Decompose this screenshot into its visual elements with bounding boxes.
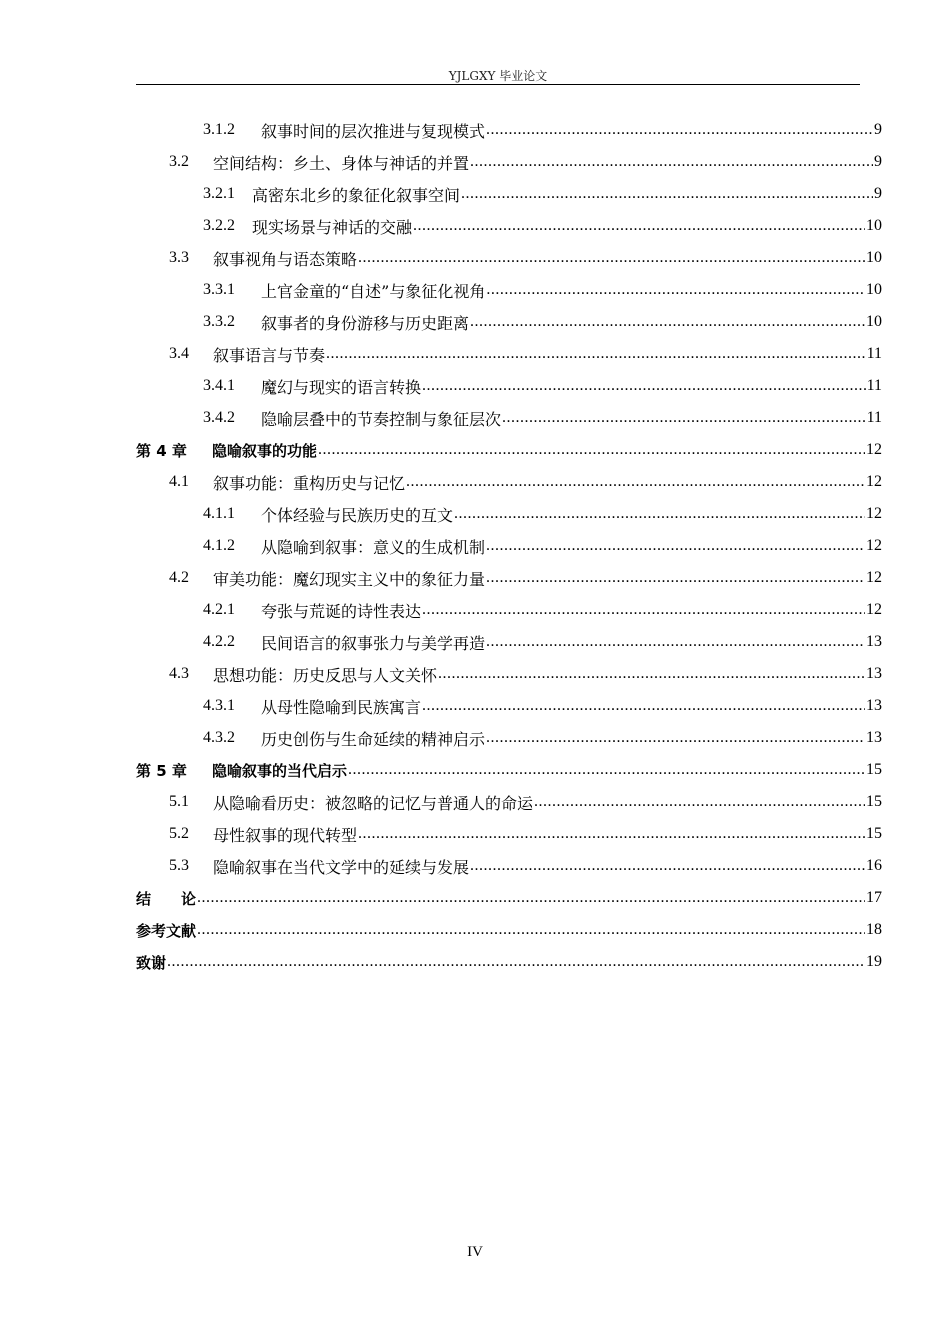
toc-entry-page: 10 <box>866 313 882 330</box>
toc-entry-page: 18 <box>866 921 882 938</box>
header-rule <box>136 84 860 85</box>
toc-entry-title: 民间语言的叙事张力与美学再造 <box>261 633 486 653</box>
toc-entry[interactable] <box>203 210 882 242</box>
toc-entry-number: 4.3.1 <box>203 697 235 714</box>
toc-entry[interactable] <box>203 690 882 722</box>
toc-entry-page: 9 <box>874 121 882 138</box>
toc-entry[interactable] <box>169 466 882 498</box>
toc-leader-dots <box>422 594 865 626</box>
toc-entry-page: 15 <box>866 761 882 778</box>
toc-entry-title: 参考文献 <box>136 921 197 940</box>
toc-leader-dots <box>486 114 873 146</box>
toc-entry-number: 4.2.2 <box>203 633 235 650</box>
toc-entry-title: 从母性隐喻到民族寓言 <box>261 697 422 717</box>
toc-leader-dots <box>454 498 865 530</box>
toc-entry-page: 9 <box>874 185 882 202</box>
toc-entry[interactable] <box>169 658 882 690</box>
toc-entry-page: 15 <box>866 793 882 810</box>
toc-entry-title: 叙事视角与语态策略 <box>213 249 358 269</box>
toc-entry-page: 12 <box>866 569 882 586</box>
toc-leader-dots <box>502 402 866 434</box>
toc-leader-dots <box>486 722 865 754</box>
toc-entry-title: 魔幻与现实的语言转换 <box>261 377 422 397</box>
toc-entry-number: 3.2 <box>169 153 189 170</box>
toc-entry-number: 3.4 <box>169 345 189 362</box>
toc-leader-dots <box>326 338 866 370</box>
toc-entry-title: 现实场景与神话的交融 <box>252 217 413 237</box>
toc-entry-number: 第 4 章 <box>136 441 187 460</box>
toc-entry-number: 4.3 <box>169 665 189 682</box>
toc-entry[interactable] <box>169 818 882 850</box>
toc-chapter-entry[interactable] <box>136 946 882 978</box>
toc-entry-number: 3.3 <box>169 249 189 266</box>
toc-entry-number: 4.1.2 <box>203 537 235 554</box>
toc-leader-dots <box>486 530 865 562</box>
toc-entry-title: 致谢 <box>136 953 167 972</box>
toc-chapter-entry[interactable] <box>136 754 882 786</box>
toc-entry[interactable] <box>203 594 882 626</box>
toc-entry-title: 隐喻叙事的当代启示 <box>212 761 348 780</box>
toc-leader-dots <box>486 274 865 306</box>
toc-entry-page: 10 <box>866 281 882 298</box>
toc-leader-dots <box>461 178 873 210</box>
toc-entry-number: 3.4.2 <box>203 409 235 426</box>
toc-entry-title: 高密东北乡的象征化叙事空间 <box>252 185 461 205</box>
toc-entry[interactable] <box>203 498 882 530</box>
toc-entry[interactable] <box>203 114 882 146</box>
toc-leader-dots <box>422 690 865 722</box>
toc-entry-title: 空间结构：乡土、身体与神话的并置 <box>213 153 470 173</box>
toc-entry-title: 隐喻叙事在当代文学中的延续与发展 <box>213 857 470 877</box>
toc-entry-title: 母性叙事的现代转型 <box>213 825 358 845</box>
toc-entry-number: 4.2 <box>169 569 189 586</box>
toc-entry-title: 叙事语言与节奏 <box>213 345 326 365</box>
toc-entry-title: 结 论 <box>136 889 197 908</box>
toc-entry-number: 5.2 <box>169 825 189 842</box>
toc-entry-page: 16 <box>866 857 882 874</box>
toc-entry-number: 3.4.1 <box>203 377 235 394</box>
toc-entry-title: 夸张与荒诞的诗性表达 <box>261 601 422 621</box>
toc-leader-dots <box>406 466 865 498</box>
toc-leader-dots <box>358 242 865 274</box>
toc-entry-page: 11 <box>866 409 882 426</box>
page-header: YJLGXY 毕业论文 <box>448 69 548 83</box>
toc-entry-title: 历史创伤与生命延续的精神启示 <box>261 729 486 749</box>
toc-entry-page: 11 <box>866 345 882 362</box>
toc-chapter-entry[interactable] <box>136 882 882 914</box>
toc-entry-page: 12 <box>866 473 882 490</box>
toc-entry-page: 13 <box>866 729 882 746</box>
toc-entry-title: 审美功能：魔幻现实主义中的象征力量 <box>213 569 486 589</box>
toc-chapter-entry[interactable] <box>136 914 882 946</box>
toc-entry-page: 12 <box>866 505 882 522</box>
toc-entry-title: 隐喻叙事的功能 <box>212 441 318 460</box>
toc-leader-dots <box>348 754 865 786</box>
toc-entry[interactable] <box>169 338 882 370</box>
toc-entry[interactable] <box>203 370 882 402</box>
toc-entry-number: 3.2.2 <box>203 217 235 234</box>
toc-entry-number: 4.1.1 <box>203 505 235 522</box>
toc-entry[interactable] <box>203 402 882 434</box>
toc-entry-page: 12 <box>866 441 882 458</box>
toc-entry-title: 从隐喻到叙事：意义的生成机制 <box>261 537 486 557</box>
toc-entry-page: 13 <box>866 665 882 682</box>
toc-leader-dots <box>318 434 865 466</box>
toc-entry-number: 4.1 <box>169 473 189 490</box>
toc-entry-page: 9 <box>874 153 882 170</box>
toc-chapter-entry[interactable] <box>136 434 882 466</box>
toc-entry[interactable] <box>169 242 882 274</box>
toc-entry-title: 思想功能：历史反思与人文关怀 <box>213 665 438 685</box>
toc-entry-title: 上官金童的“自述”与象征化视角 <box>261 281 486 301</box>
toc-leader-dots <box>167 946 865 978</box>
toc-entry-page: 10 <box>866 249 882 266</box>
toc-leader-dots <box>197 882 865 914</box>
toc-entry-title: 隐喻层叠中的节奏控制与象征层次 <box>261 409 502 429</box>
toc-entry-number: 5.1 <box>169 793 189 810</box>
toc-entry-title: 叙事者的身份游移与历史距离 <box>261 313 470 333</box>
toc-leader-dots <box>422 370 866 402</box>
toc-entry[interactable] <box>203 722 882 754</box>
toc-entry[interactable] <box>169 850 882 882</box>
toc-leader-dots <box>438 658 865 690</box>
toc-entry-page: 15 <box>866 825 882 842</box>
toc-entry-number: 5.3 <box>169 857 189 874</box>
toc-entry-page: 12 <box>866 537 882 554</box>
page-number: IV <box>467 1244 483 1260</box>
toc-entry-title: 从隐喻看历史：被忽略的记忆与普通人的命运 <box>213 793 534 813</box>
toc-leader-dots <box>413 210 865 242</box>
toc-entry-page: 17 <box>866 889 882 906</box>
toc-entry-number: 4.3.2 <box>203 729 235 746</box>
toc-entry-number: 3.1.2 <box>203 121 235 138</box>
toc-leader-dots <box>358 818 865 850</box>
toc-entry[interactable] <box>169 786 882 818</box>
toc-entry-page: 19 <box>866 953 882 970</box>
toc-entry[interactable] <box>203 626 882 658</box>
toc-entry[interactable] <box>203 306 882 338</box>
toc-entry[interactable] <box>203 530 882 562</box>
toc-entry-title: 叙事时间的层次推进与复现模式 <box>261 121 486 141</box>
toc-entry-number: 第 5 章 <box>136 761 187 780</box>
toc-entry-number: 3.3.1 <box>203 281 235 298</box>
toc-entry-page: 11 <box>866 377 882 394</box>
toc-leader-dots <box>534 786 865 818</box>
toc-entry-page: 13 <box>866 697 882 714</box>
toc-leader-dots <box>486 626 865 658</box>
toc-leader-dots <box>486 562 865 594</box>
toc-entry-number: 3.2.1 <box>203 185 235 202</box>
toc-leader-dots <box>197 914 865 946</box>
toc-entry[interactable] <box>203 274 882 306</box>
toc-entry-title: 叙事功能：重构历史与记忆 <box>213 473 406 493</box>
toc-entry-title: 个体经验与民族历史的互文 <box>261 505 454 525</box>
toc-entry-page: 12 <box>866 601 882 618</box>
toc-entry[interactable] <box>169 146 882 178</box>
toc-entry-number: 3.3.2 <box>203 313 235 330</box>
toc-entry[interactable] <box>203 178 882 210</box>
toc-leader-dots <box>470 306 865 338</box>
toc-leader-dots <box>470 146 873 178</box>
toc-leader-dots <box>470 850 865 882</box>
toc-entry-number: 4.2.1 <box>203 601 235 618</box>
toc-entry-page: 10 <box>866 217 882 234</box>
toc-entry-page: 13 <box>866 633 882 650</box>
toc-entry[interactable] <box>169 562 882 594</box>
